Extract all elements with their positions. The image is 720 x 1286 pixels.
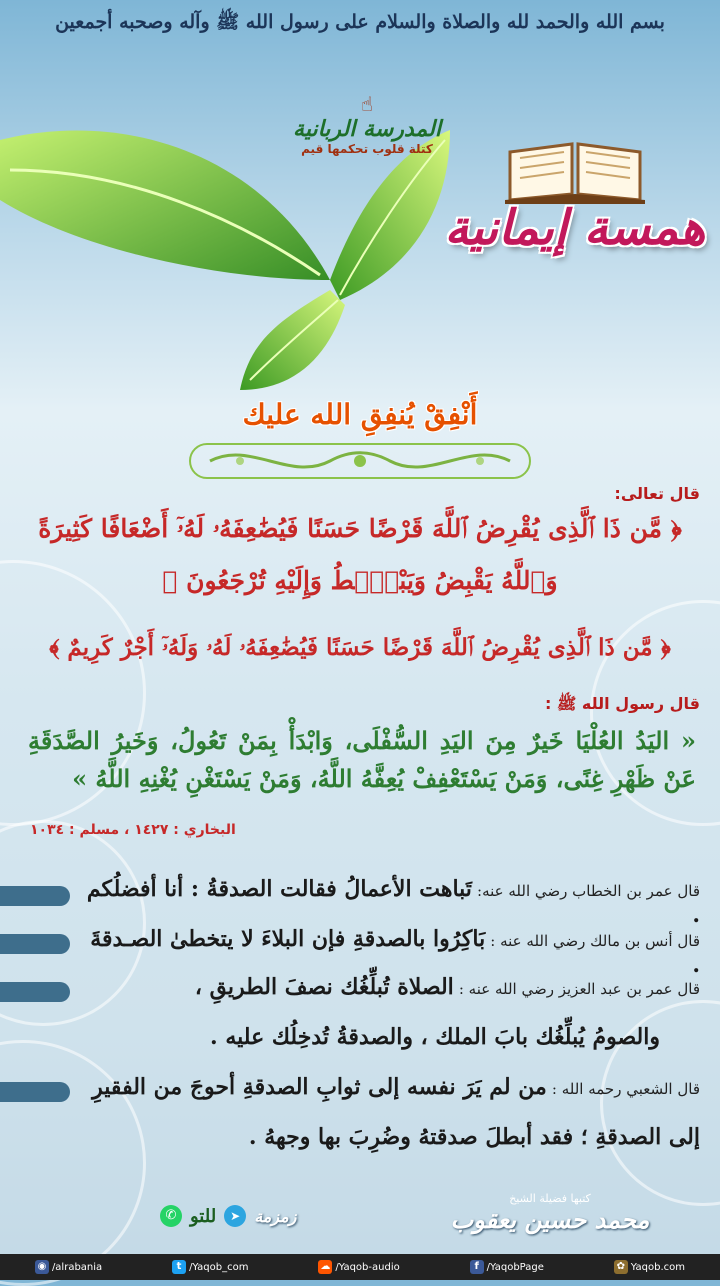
- footer-link-text: /alrabania: [51, 1261, 103, 1273]
- hadith-text: « اليَدُ العُلْيَا خَيرٌ مِنَ اليَدِ السُّفْلَى، وَابْدَأْ بِمَنْ تَعُولُ، وَخَيرُ الصَّدَقَةِ عَنْ ظَهْرِ غِنًى، وَمَنْ يَسْتَعْفِفْ يُعِفَّهُ اللَّهُ، وَمَنْ يَسْتَغْنِ يُغْنِهِ اللَّهُ »: [28, 726, 696, 793]
- saying-text: والصومُ يُبلِّغُك بابَ الملك ، والصدقةُ تُدخِلُك عليه .: [210, 1024, 660, 1050]
- quran-label: قال تعالى:: [614, 484, 700, 503]
- list-bullet: [0, 982, 70, 1002]
- saying-text: تَباهت الأعمالُ فقالت الصدقةُ : أنا أفضلُكم .: [86, 876, 700, 928]
- open-book-icon: [500, 132, 650, 204]
- social-footer: [0, 1254, 720, 1280]
- saying-text: من لم يَرَ نفسه إلى ثوابِ الصدقةِ أحوجَ من الفقيرِ: [92, 1074, 547, 1100]
- saying-item: [80, 876, 700, 928]
- saying-continuation: [40, 1024, 660, 1050]
- app-links: [160, 1196, 360, 1236]
- footer-link-text: /Yaqob-audio: [335, 1261, 400, 1273]
- soundcloud-icon: ☁: [320, 1261, 331, 1272]
- app-label: للتو: [190, 1205, 217, 1227]
- site-icon: ✿: [614, 1260, 628, 1274]
- footer-link[interactable]: [470, 1260, 544, 1274]
- quran-verse-1b: وَٱللَّهُ يَقْبِضُ وَيَبْصُۜطُ وَإِلَيْهِ تُرْجَعُونَ ﴾: [162, 566, 558, 595]
- list-bullet: [0, 934, 70, 954]
- saying-item: [80, 926, 700, 978]
- raised-finger-icon: ☝: [360, 92, 374, 116]
- quran-verse-1a: ﴿ مَّن ذَا ٱلَّذِى يُقْرِضُ ٱللَّهَ قَرْضًا حَسَنًا فَيُضَٰعِفَهُۥ لَهُۥٓ أَضْعَافًا كَثِيرَةً: [38, 514, 682, 543]
- floral-divider: [180, 440, 540, 482]
- author-name: محمد حسين يعقوب: [450, 1205, 650, 1234]
- hadith-label: قال رسول الله ﷺ :: [545, 694, 700, 713]
- list-bullet: [0, 886, 70, 906]
- footer-link[interactable]: [614, 1260, 685, 1274]
- saying-text: إلى الصدقةِ ؛ فقد أبطلَ صدقتهُ وضُرِبَ بها وجههُ .: [248, 1124, 700, 1150]
- saying-author: قال عمر بن الخطاب رضي الله عنه:: [477, 882, 700, 900]
- facebook-icon: f: [470, 1260, 484, 1274]
- quran-verse-2: ﴿ مَّن ذَا ٱلَّذِى يُقْرِضُ ٱللَّهَ قَرْضًا حَسَنًا فَيُضَٰعِفَهُۥ لَهُۥ وَلَهُۥٓ أَجْرٌ كَرِيمٌ ﴾: [49, 634, 671, 661]
- saying-author: قال عمر بن عبد العزيز رضي الله عنه :: [458, 980, 700, 998]
- saying-item: [40, 1074, 700, 1100]
- school-tagline: كتلة قلوب تحكمها قيم: [301, 142, 433, 156]
- footer-link-text: Yaqob.com: [630, 1261, 685, 1273]
- footer-link-text: /YaqobPage: [486, 1261, 544, 1273]
- footer-link[interactable]: [35, 1260, 102, 1274]
- school-name: المدرسة الربانية: [293, 116, 441, 142]
- series-title: همسة إيمانية: [444, 200, 706, 256]
- saying-continuation: [40, 1124, 700, 1150]
- saying-text: الصلاة تُبلِّغُك نصفَ الطريقِ ،: [194, 974, 454, 1000]
- saying-author: قال أنس بن مالك رضي الله عنه :: [490, 932, 700, 950]
- saying-item: [80, 974, 700, 1000]
- whatsapp-icon[interactable]: ✆: [160, 1205, 182, 1227]
- globe-icon: ◉: [35, 1260, 49, 1274]
- footer-link[interactable]: [172, 1260, 248, 1274]
- opening-line: بسم الله والحمد لله والصلاة والسلام على رسول الله ﷺ وآله وصحبه أجمعين: [55, 11, 665, 33]
- page-title: أَنْفِقْ يُنفِقِ الله عليك: [242, 398, 478, 431]
- saying-text: بَاكِرُوا بالصدقةِ فإن البلاءَ لا يتخطىٰ الصـدقةَ .: [90, 926, 700, 978]
- school-logo: [272, 92, 462, 156]
- author-credit: [420, 1192, 680, 1234]
- hadith-source: البخاري : ١٤٢٧ ، مسلم : ١٠٣٤: [30, 822, 236, 838]
- twitter-icon: t: [172, 1260, 186, 1274]
- saying-author: قال الشعبي رحمه الله :: [551, 1080, 700, 1098]
- app-label: زمزمة: [254, 1206, 297, 1226]
- credit-line: كتبها فضيلة الشيخ: [509, 1192, 591, 1205]
- footer-link-text: /Yaqob_com: [189, 1261, 249, 1273]
- telegram-icon[interactable]: ➤: [224, 1205, 246, 1227]
- footer-link[interactable]: [318, 1260, 399, 1274]
